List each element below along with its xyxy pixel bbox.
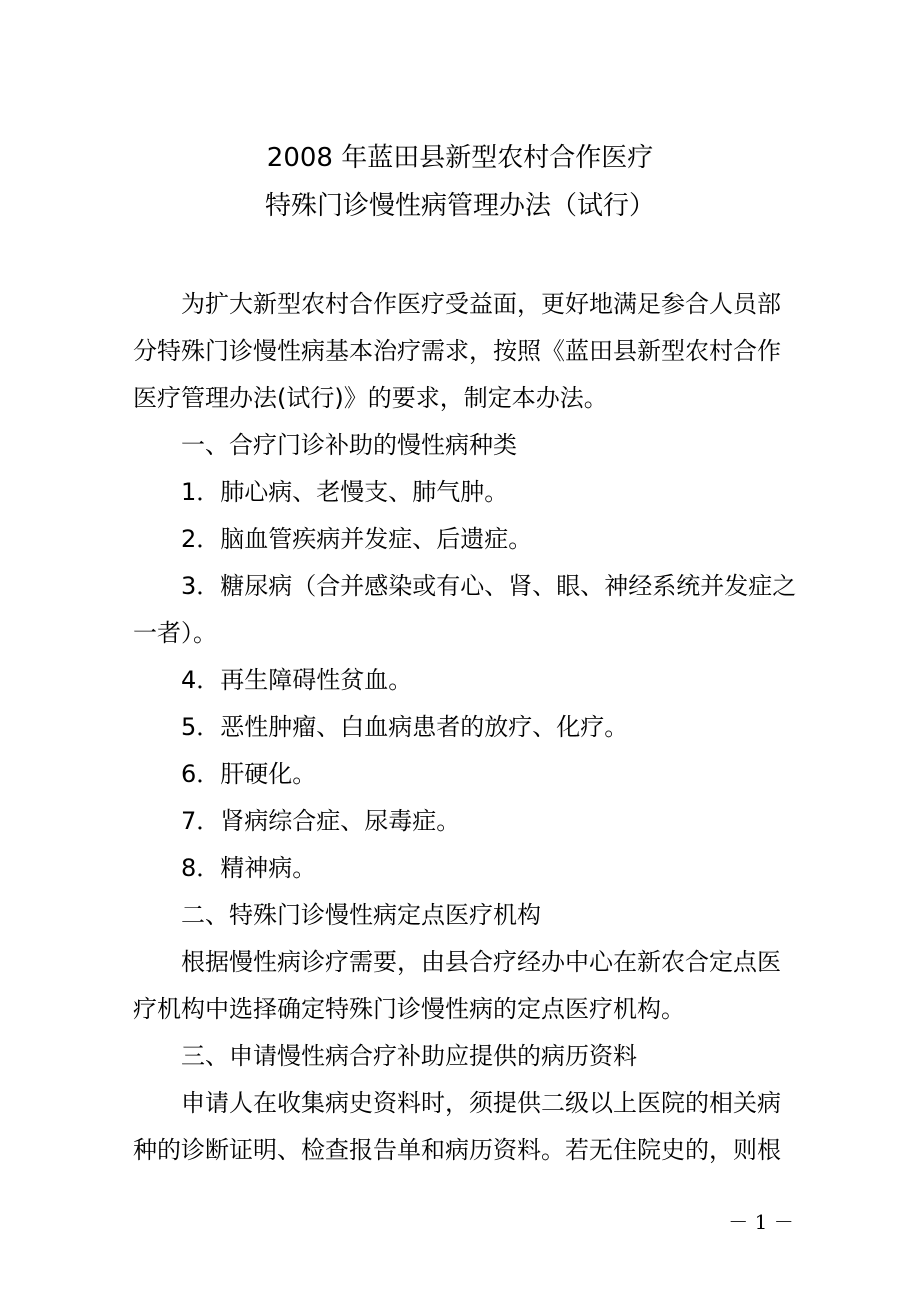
document-title-line-2: 特殊门诊慢性病管理办法（试行）: [264, 191, 655, 221]
list-item: 4．再生障碍性贫血。: [181, 666, 413, 694]
list-item-continuation: 一者）。: [133, 619, 217, 647]
list-item: 8．精神病。: [181, 854, 317, 882]
list-item: 5．恶性肿瘤、白血病患者的放疗、化疗。: [181, 713, 629, 741]
list-item: 3．糖尿病（合并感染或有心、肾、眼、神经系统并发症之: [181, 572, 797, 600]
section-heading: 二、特殊门诊慢性病定点医疗机构: [181, 901, 541, 929]
paragraph-line: 申请人在收集病史资料时，须提供二级以上医院的相关病: [181, 1089, 781, 1117]
document-title-line-1: 2008 年蓝田县新型农村合作医疗: [266, 143, 654, 173]
section-heading: 三、申请慢性病合疗补助应提供的病历资料: [181, 1042, 637, 1070]
page-number: － 1 －: [728, 1210, 794, 1234]
document-body: [133, 281, 813, 1174]
list-item: 6．肝硬化。: [181, 760, 317, 788]
paragraph-line: 为扩大新型农村合作医疗受益面，更好地满足参合人员部: [181, 290, 781, 318]
list-item: 1．肺心病、老慢支、肺气肿。: [181, 478, 509, 506]
section-heading: 一、合疗门诊补助的慢性病种类: [181, 431, 517, 459]
paragraph-line: 种的诊断证明、检查报告单和病历资料。若无住院史的，则根: [133, 1136, 781, 1164]
list-item: 7．肾病综合症、尿毒症。: [181, 807, 461, 835]
paragraph-line: 根据慢性病诊疗需要，由县合疗经办中心在新农合定点医: [181, 948, 781, 976]
list-item: 2．脑血管疾病并发症、后遗症。: [181, 525, 533, 553]
paragraph-line: 医疗管理办法(试行)》的要求，制定本办法。: [133, 384, 608, 412]
paragraph-line: 分特殊门诊慢性病基本治疗需求，按照《蓝田县新型农村合作: [133, 337, 781, 365]
paragraph-line: 疗机构中选择确定特殊门诊慢性病的定点医疗机构。: [133, 995, 685, 1023]
